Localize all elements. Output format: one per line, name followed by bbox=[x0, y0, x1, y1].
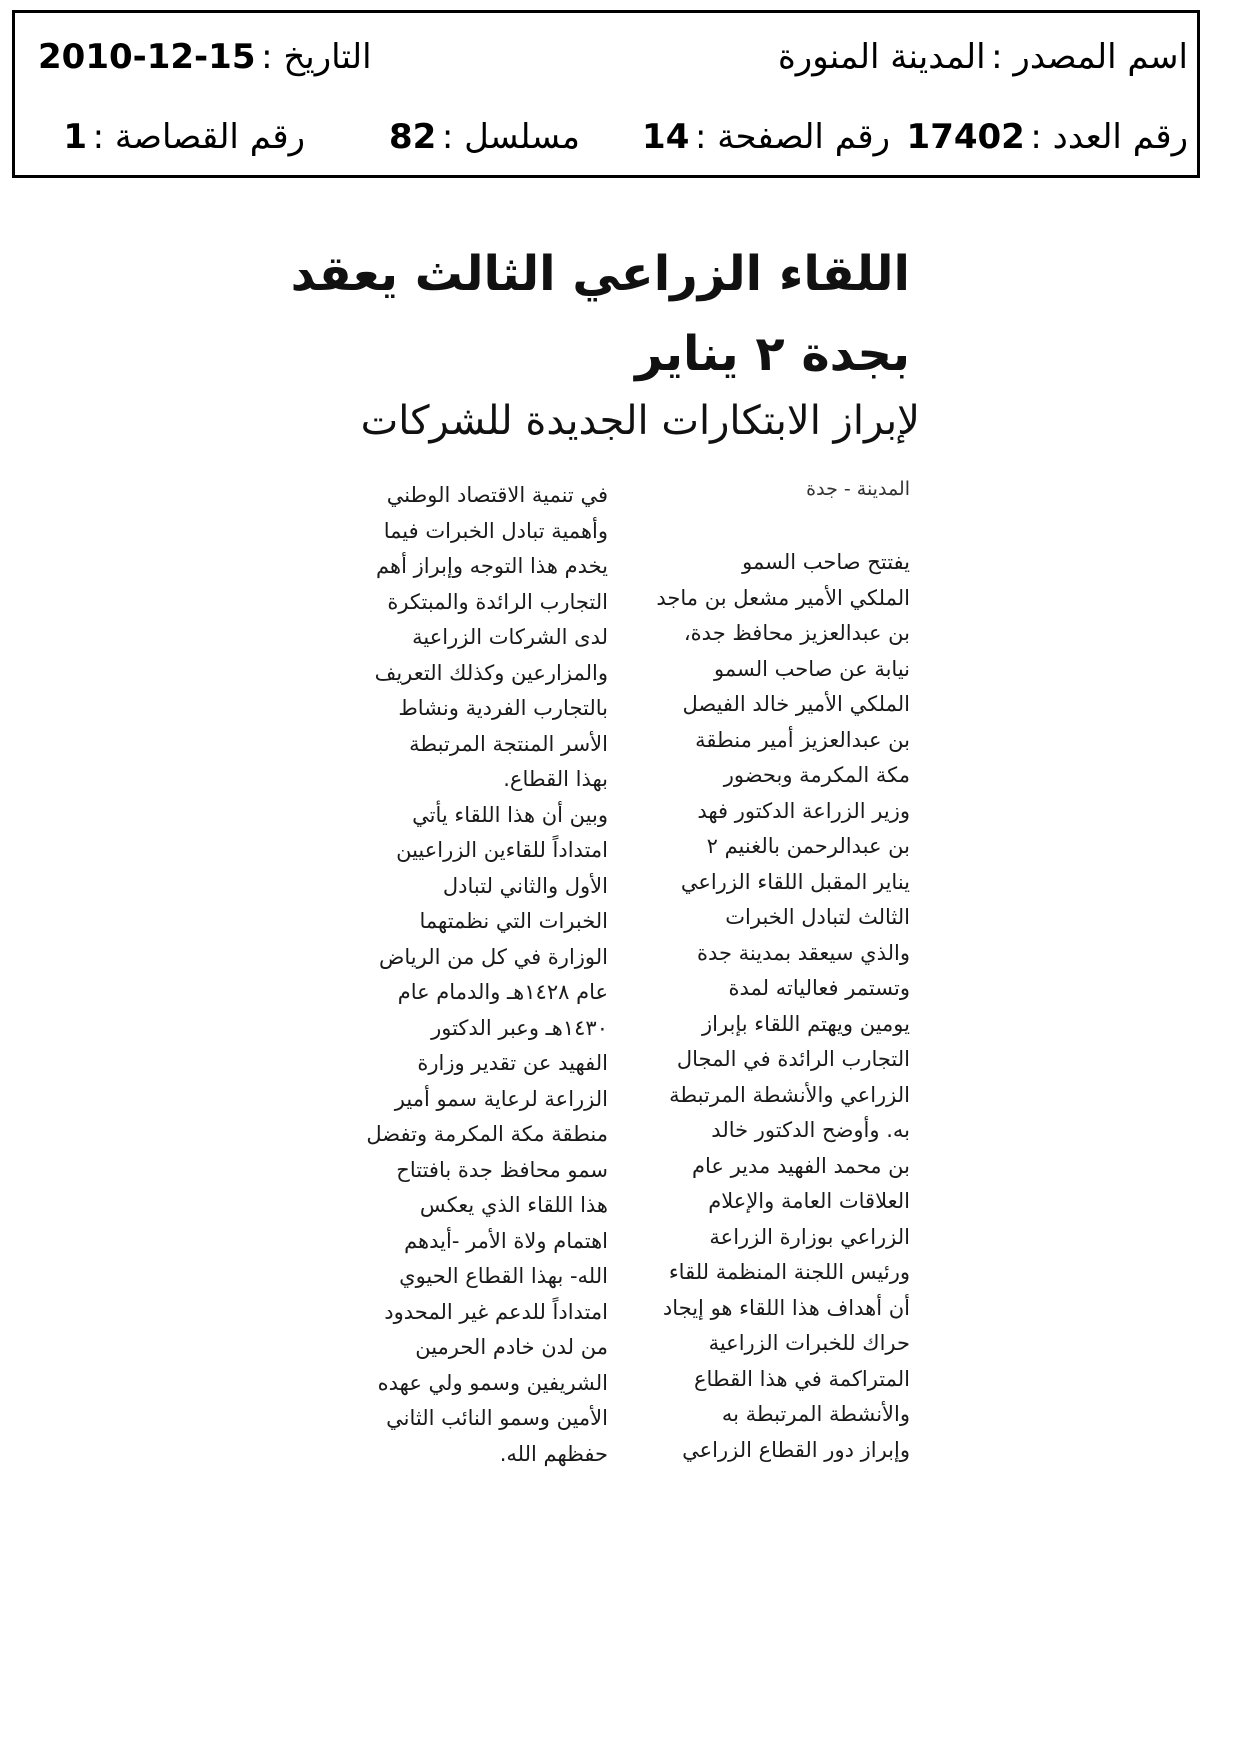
date-field bbox=[38, 37, 372, 77]
article-text-line: هذا اللقاء الذي يعكس bbox=[419, 1193, 608, 1217]
date-label: التاريخ : bbox=[261, 37, 372, 77]
article-text-line: التجارب الرائدة في المجال bbox=[676, 1047, 910, 1071]
article-text-line: وزير الزراعة الدكتور فهد bbox=[697, 798, 910, 823]
clip-field bbox=[63, 117, 305, 157]
page-field bbox=[642, 117, 890, 157]
page-value: 14 bbox=[642, 117, 690, 157]
article-text-line: بن عبدالرحمن بالغنيم ٢ bbox=[706, 834, 910, 858]
article-text-line: بهذا القطاع. bbox=[503, 767, 608, 791]
article-text-line: وإبراز دور القطاع الزراعي bbox=[682, 1437, 910, 1462]
article-text-line: المتراكمة في هذا القطاع bbox=[693, 1366, 910, 1391]
article-text-line: التجارب الرائدة والمبتكرة bbox=[387, 589, 608, 614]
article-text-line: يخدم هذا التوجه وإبراز أهم bbox=[376, 554, 608, 578]
article-text-line: الملكي الأمير خالد الفيصل bbox=[682, 692, 910, 716]
article-text-line: العلاقات العامة والإعلام bbox=[708, 1189, 910, 1213]
article-text-line: لدى الشركات الزراعية bbox=[412, 625, 608, 649]
article-text-line: وتستمر فعالياته لمدة bbox=[728, 976, 910, 1000]
article-text-line: مكة المكرمة وبحضور bbox=[723, 763, 910, 787]
article-text-line: الزراعي والأنشطة المرتبطة bbox=[669, 1082, 910, 1107]
article-text-line: الزراعي بوزارة الزراعة bbox=[709, 1224, 910, 1249]
article-text-line: الوزارة في كل من الرياض bbox=[378, 944, 608, 969]
source-value: المدينة المنورة bbox=[777, 37, 986, 77]
source-field bbox=[777, 37, 1188, 77]
article-text-line: والمزارعين وكذلك التعريف bbox=[374, 660, 608, 685]
source-label: اسم المصدر : bbox=[991, 37, 1188, 77]
article-text-line: والأنشطة المرتبطة به bbox=[721, 1402, 910, 1426]
article-text-line: يفتتح صاحب السمو bbox=[742, 550, 910, 574]
article-text-line: ١٤٣٠هـ وعبر الدكتور bbox=[431, 1015, 608, 1040]
issue-label: رقم العدد : bbox=[1030, 117, 1188, 157]
article-text-line: الله- بهذا القطاع الحيوي bbox=[399, 1264, 608, 1288]
article-text-line: يومين ويهتم اللقاء بإبراز bbox=[701, 1011, 910, 1036]
article-text-line: عام ١٤٢٨هـ والدمام عام bbox=[397, 980, 608, 1004]
article-text-line: الخبرات التي نظمتهما bbox=[419, 909, 608, 933]
article-text-line: بن عبدالعزيز أمير منطقة bbox=[695, 727, 910, 752]
article-text-line: الفهيد عن تقدير وزارة bbox=[417, 1051, 608, 1075]
article-text-line: نيابة عن صاحب السمو bbox=[713, 656, 910, 681]
article-text-line: الأول والثاني لتبادل bbox=[442, 873, 608, 898]
page-label: رقم الصفحة : bbox=[694, 117, 890, 157]
clip-value: 1 bbox=[63, 117, 88, 157]
article-text-line: امتداداً للدعم غير المحدود bbox=[384, 1299, 608, 1324]
article-text-line: بن عبدالعزيز محافظ جدة، bbox=[683, 621, 910, 645]
article-text-line: حراك للخبرات الزراعية bbox=[708, 1331, 910, 1355]
article-text-line: في تنمية الاقتصاد الوطني bbox=[386, 483, 608, 507]
article-text-line: أن أهداف هذا اللقاء هو إيجاد bbox=[662, 1295, 910, 1320]
article-column-left bbox=[336, 478, 608, 1472]
issue-value: 17402 bbox=[906, 117, 1025, 157]
serial-label: مسلسل : bbox=[441, 117, 580, 157]
article-subheadline: لإبراز الابتكارات الجديدة للشركات bbox=[360, 398, 920, 444]
article-text-line: الأسر المنتجة المرتبطة bbox=[409, 731, 608, 756]
clip-label: رقم القصاصة : bbox=[92, 117, 305, 157]
article-text-line: من لدن خادم الحرمين bbox=[415, 1335, 608, 1359]
article-text-line: بن محمد الفهيد مدير عام bbox=[691, 1153, 910, 1178]
date-value: 2010-12-15 bbox=[38, 37, 256, 77]
article-headline-line1: اللقاء الزراعي الثالث يعقد bbox=[290, 246, 910, 302]
article-text-line: ورئيس اللجنة المنظمة للقاء bbox=[668, 1260, 910, 1284]
article-text-line: وبين أن هذا اللقاء يأتي bbox=[412, 802, 608, 827]
article-column-right bbox=[640, 545, 910, 1468]
article-text-line: وأهمية تبادل الخبرات فيما bbox=[383, 518, 608, 543]
serial-value: 82 bbox=[388, 117, 437, 157]
article-text-line: حفظهم الله. bbox=[499, 1441, 608, 1466]
article-text-line: بالتجارب الفردية ونشاط bbox=[398, 696, 608, 720]
article-text-line: يناير المقبل اللقاء الزراعي bbox=[680, 869, 910, 894]
serial-field bbox=[388, 117, 580, 157]
article-text-line: الشريفين وسمو ولي عهده bbox=[377, 1370, 608, 1395]
article-dateline: المدينة - جدة bbox=[806, 478, 910, 500]
article-text-line: الثالث لتبادل الخبرات bbox=[725, 905, 910, 929]
article-text-line: الملكي الأمير مشعل بن ماجد bbox=[656, 585, 910, 610]
article-text-line: اهتمام ولاة الأمر -أيدهم bbox=[404, 1228, 608, 1253]
article-text-line: والذي سيعقد بمدينة جدة bbox=[696, 940, 910, 965]
issue-field bbox=[906, 117, 1188, 157]
article-headline-line2: بجدة ٢ يناير bbox=[635, 326, 910, 382]
article-text-line: امتداداً للقاءين الزراعيين bbox=[396, 838, 608, 862]
article-text-line: منطقة مكة المكرمة وتفضل bbox=[366, 1122, 608, 1146]
article-text-line: الزراعة لرعاية سمو أمير bbox=[394, 1086, 608, 1111]
article-text-line: سمو محافظ جدة بافتتاح bbox=[396, 1157, 608, 1182]
article-text-line: الأمين وسمو النائب الثاني bbox=[386, 1406, 608, 1430]
article-text-line: به. وأوضح الدكتور خالد bbox=[711, 1118, 910, 1142]
